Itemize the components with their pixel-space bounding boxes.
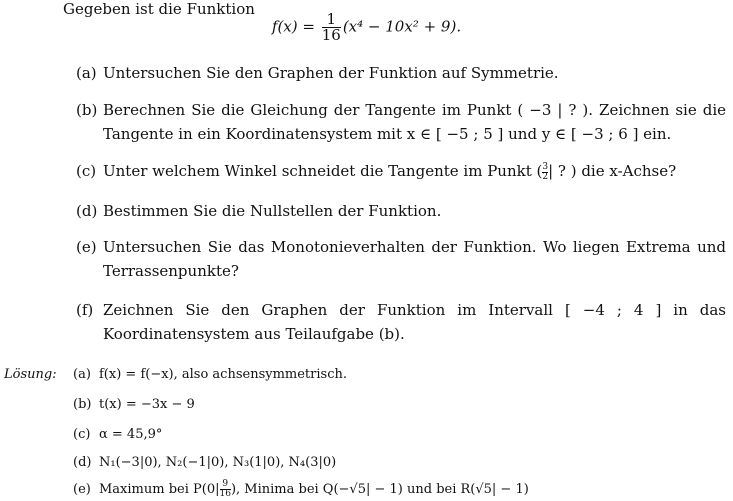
- formula-lhs: f(x) =: [271, 17, 320, 36]
- intro-text: Gegeben ist die Funktion: [63, 0, 255, 18]
- task-text-after: | ? ) die x-Achse?: [548, 162, 677, 180]
- task-e: [76, 235, 726, 283]
- task-b: [76, 98, 726, 146]
- task-d: [76, 199, 726, 223]
- task-label: (e): [76, 238, 97, 256]
- task-text: Untersuchen Sie das Monotonieverhalten der Funktion. Wo liegen Extrema und Terrassenpunkte?: [103, 238, 726, 280]
- fraction-numerator: 3: [542, 161, 549, 172]
- fraction-numerator: 1: [322, 12, 341, 28]
- task-label: (b): [76, 101, 98, 119]
- solution-text: α = 45,9°: [99, 427, 163, 442]
- solution-label: (e): [73, 482, 91, 497]
- solution-text: N₁(−3|0), N₂(−1|0), N₃(1|0), N₄(3|0): [99, 455, 337, 470]
- solution-label: (c): [73, 427, 91, 442]
- task-label: (c): [76, 162, 97, 180]
- fraction-denominator: 2: [542, 171, 549, 182]
- fraction-numerator: 9: [220, 480, 231, 490]
- formula-rhs: (x⁴ − 10x² + 9).: [342, 17, 462, 36]
- solution-d: [73, 454, 336, 472]
- solution-text-after: ), Minima bei Q(−√5| − 1) und bei R(√5| − 1): [230, 482, 529, 497]
- solution-label: (b): [73, 397, 92, 412]
- max-fraction: [220, 480, 231, 499]
- solution-e: [73, 480, 529, 499]
- fraction-denominator: 16: [321, 26, 341, 44]
- task-text: Zeichnen Sie den Graphen der Funktion im Intervall [ −4 ; 4 ] in das Koordinatensystem aus Teilaufgabe (b).: [103, 301, 726, 343]
- solution-text: t(x) = −3x − 9: [99, 397, 195, 412]
- task-text: Berechnen Sie die Gleichung der Tangente im Punkt ( −3 | ? ). Zeichnen sie die Tangente in ein Koordinatensystem mit x ∈ [ −5 ; 5 ] und y ∈ [ −3 ; 6 ] ein.: [103, 101, 726, 143]
- formula-fraction: [322, 12, 341, 43]
- solution-label: (d): [73, 455, 92, 470]
- task-text: Untersuchen Sie den Graphen der Funktion auf Symmetrie.: [103, 64, 559, 82]
- task-a: [76, 61, 726, 85]
- task-c: [76, 159, 726, 183]
- solution-label: (a): [73, 367, 91, 382]
- task-text: Bestimmen Sie die Nullstellen der Funktion.: [103, 202, 442, 220]
- solution-a: [73, 366, 347, 384]
- function-formula: [0, 12, 733, 43]
- task-label: (a): [76, 64, 97, 82]
- task-label: (f): [76, 301, 94, 319]
- fraction-denominator: 16: [219, 489, 231, 499]
- solution-heading: Lösung:: [4, 367, 57, 382]
- task-text-before: Unter welchem Winkel schneidet die Tangente im Punkt (: [103, 162, 543, 180]
- solution-text-before: Maximum bei P(0|: [99, 482, 220, 497]
- task-text: [103, 159, 726, 183]
- solution-c: [73, 426, 162, 444]
- solution-text: f(x) = f(−x), also achsensymmetrisch.: [99, 367, 347, 382]
- solution-b: [73, 396, 195, 414]
- task-f: [76, 298, 726, 346]
- task-label: (d): [76, 202, 98, 220]
